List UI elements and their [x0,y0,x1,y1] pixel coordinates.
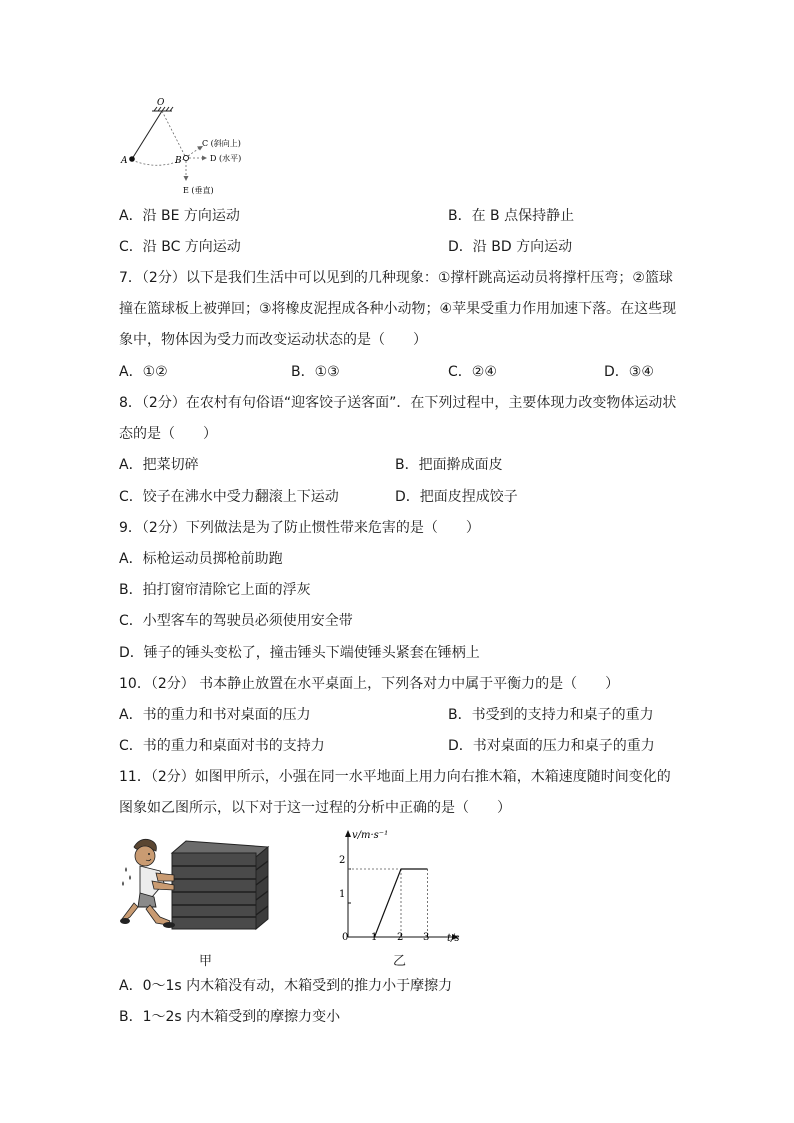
x-axis-label: t/s [447,933,460,944]
q6-option-d: D．沿 BD 方向运动 [448,239,573,255]
label-c: C (斜向上) [202,139,241,148]
q6-option-b: B．在 B 点保持静止 [448,208,575,224]
q8-option-d: D．把面皮捏成饺子 [395,489,518,505]
q7-stem-line-3: 象中，物体因为受力而改变运动状态的是（ ） [119,332,427,348]
dashed-string [162,111,186,158]
q9-option-d: D．锤子的锤头变松了，撞击锤头下端使锤头紧套在锤柄上 [119,645,480,661]
graph-data-layer [348,869,428,937]
q11-option-b: B．1～2s 内木箱受到的摩擦力变小 [119,1009,341,1025]
q7-stem-line-2: 撞在篮球板上被弹回；③将橡皮泥捏成各种小动物；④苹果受重力作用加速下落。在这些现 [119,301,677,317]
label-e: E (垂直) [183,186,214,195]
q8-option-a: A．把菜切碎 [119,457,199,473]
arrow-bd-head [202,156,207,161]
y-axis-arrow [345,830,351,837]
q7-option-b: B．①③ [291,364,340,380]
velocity-time-graph [330,825,470,950]
q11-stem-line-1: 11．（2分）如图甲所示，小强在同一水平地面上用力向右推木箱，木箱速度随时间变化的 [119,769,671,785]
q9-stem: 9．（2分）下列做法是为了防止惯性带来危害的是（ ） [119,520,480,536]
label-d: D (水平) [210,154,242,163]
point-a-label: A [121,156,128,166]
x-tick-3: 3 [423,932,430,943]
q7-option-a: A．①② [119,364,168,380]
q10-option-b: B．书受到的支持力和桌子的重力 [448,707,654,723]
q6-option-c: C．沿 BC 方向运动 [119,239,241,255]
q9-option-a: A．标枪运动员掷枪前助跑 [119,551,283,567]
q10-option-a: A．书的重力和书对桌面的压力 [119,707,311,723]
arrow-be-head [184,176,189,181]
y-tick-2: 2 [339,855,346,866]
q9-option-b: B．拍打窗帘清除它上面的浮灰 [119,582,311,598]
q7-option-c: C．②④ [448,364,497,380]
point-o-label: O [157,98,165,108]
pendulum-string [132,111,162,159]
q11-option-a: A．0～1s 内木箱没有动，木箱受到的推力小于摩擦力 [119,978,453,994]
wooden-crate [172,841,268,929]
q10-option-c: C．书的重力和桌面对书的支持力 [119,738,325,754]
boy-figure [120,839,175,928]
x-tick-2: 2 [397,932,404,943]
caption-figure-b: 乙 [393,954,407,969]
q8-option-b: B．把面擀成面皮 [395,457,503,473]
x-tick-1: 1 [371,932,378,943]
caption-figure-a: 甲 [199,954,213,969]
velocity-segment-2 [375,869,402,937]
point-b-label: B [175,156,182,166]
q8-stem-line-2: 态的是（ ） [119,426,217,442]
pendulum-diagram [118,95,258,200]
q10-stem: 10．（2分） 书本静止放置在水平桌面上，下列各对力中属于平衡力的是（ ） [119,676,620,692]
ball-a [129,156,135,162]
q11-stem-line-2: 图象如乙图所示，以下对于这一过程的分析中正确的是（ ） [119,800,511,816]
origin-label: 0 [342,932,349,943]
figure-boy-pushing-crate [120,835,272,935]
q10-option-d: D．书对桌面的压力和桌子的重力 [448,738,655,754]
q8-stem-line-1: 8．（2分）在农村有句俗语“迎客饺子送客面”．在下列过程中，主要体现力改变物体运动状 [119,395,677,411]
y-tick-1: 1 [339,889,346,900]
q8-option-c: C．饺子在沸水中受力翻滚上下运动 [119,489,339,505]
q7-option-d: D．③④ [604,364,654,380]
q9-option-c: C．小型客车的驾驶员必须使用安全带 [119,613,353,629]
y-axis-label: v/m·s⁻¹ [352,830,389,841]
ball-b [183,155,188,160]
q7-stem-line-1: 7．（2分）以下是我们生活中可以见到的几种现象：①撑杆跳高运动员将撑杆压弯；②篮球 [119,270,673,286]
q6-option-a: A．沿 BE 方向运动 [119,208,240,224]
